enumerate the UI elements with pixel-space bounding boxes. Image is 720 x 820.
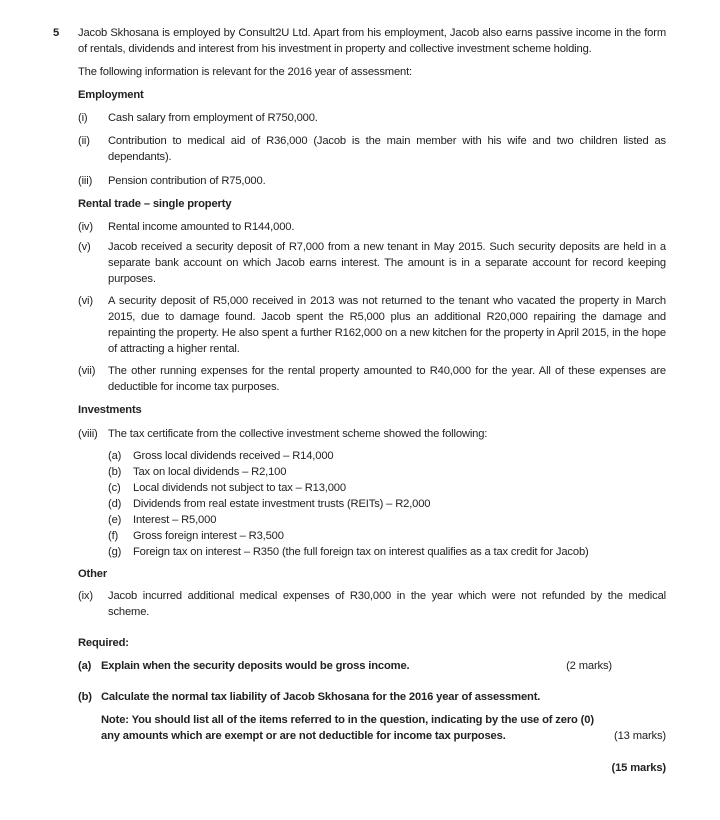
item-text: A security deposit of R5,000 received in 2013 was not returned to the tenant who vacated the property in March 2015, due to damage found. Jacob spent the R5,000 plus an additional R20,000 repairing the damage and repainting the property. He also spent a further R162,000 on a new kitchen for the property in April 2015, in the hope of attracting a higher rental.: [108, 295, 666, 355]
item-text: The tax certificate from the collective investment scheme showed the following:: [108, 428, 488, 440]
heading-investments: Investments: [78, 404, 142, 416]
marks: (2 marks): [566, 660, 612, 672]
part-label: (a): [78, 660, 92, 672]
part-text: Calculate the normal tax liability of Jacob Skhosana for the 2016 year of assessment.: [101, 691, 541, 703]
sub-item-text: Tax on local dividends – R2,100: [133, 466, 287, 478]
list-item: [78, 219, 666, 235]
item-number: (vi): [78, 295, 93, 307]
list-item: [78, 110, 666, 126]
item-text: Cash salary from employment of R750,000.: [108, 112, 318, 124]
context-paragraph: The following information is relevant for the 2016 year of assessment:: [78, 66, 413, 78]
sub-item-text: Dividends from real estate investment trusts (REITs) – R2,000: [133, 498, 431, 510]
sub-item: [108, 448, 668, 464]
sub-item-letter: (g): [108, 546, 122, 558]
list-item: [78, 239, 666, 287]
list-item: [78, 293, 666, 357]
part-text: Explain when the security deposits would be gross income.: [101, 660, 410, 672]
sub-item-letter: (b): [108, 466, 122, 478]
required-part-b: [78, 689, 666, 705]
marks: (13 marks): [614, 730, 666, 742]
item-number: (iii): [78, 175, 93, 187]
item-text: Contribution to medical aid of R36,000 (Jacob is the main member with his wife and two children listed as dependants).: [108, 135, 666, 163]
list-item: [78, 426, 666, 442]
item-text: Rental income amounted to R144,000.: [108, 221, 295, 233]
sub-item: [108, 544, 668, 560]
list-item: [78, 133, 666, 165]
sub-item-text: Interest – R5,000: [133, 514, 217, 526]
sub-item: [108, 496, 668, 512]
sub-item: [108, 528, 668, 544]
sub-item-letter: (e): [108, 514, 122, 526]
list-item: [78, 588, 666, 620]
question-number: 5: [53, 27, 60, 39]
heading-other: Other: [78, 568, 108, 580]
item-number: (vii): [78, 365, 96, 377]
sub-item-text: Local dividends not subject to tax – R13,000: [133, 482, 346, 494]
sub-item-letter: (a): [108, 450, 122, 462]
intro-paragraph: Jacob Skhosana is employed by Consult2U Ltd. Apart from his employment, Jacob also earns passive income in the form of rentals, dividends and interest from his investment in property and collective investment scheme holding.: [78, 27, 666, 55]
item-text: Pension contribution of R75,000.: [108, 175, 266, 187]
sub-item: [108, 480, 668, 496]
item-text: Jacob received a security deposit of R7,000 from a new tenant in May 2015. Such security deposits are held in a separate bank account on which Jacob earns interest. The amount is in a separate account for record keeping purposes.: [108, 241, 666, 285]
sub-item-letter: (c): [108, 482, 121, 494]
part-label: (b): [78, 691, 92, 703]
part-b-note: Note: You should list all of the items referred to in the question, indicating by the use of zero (0) any amounts which are exempt or are not deductible for income tax purposes.: [101, 714, 594, 742]
list-item: [78, 363, 666, 395]
sub-item: [108, 512, 668, 528]
item-number: (viii): [78, 428, 98, 440]
item-number: (i): [78, 112, 88, 124]
heading-employment: Employment: [78, 89, 144, 101]
total-marks: (15 marks): [611, 762, 666, 774]
item-number: (v): [78, 241, 91, 253]
sub-item-text: Gross local dividends received – R14,000: [133, 450, 334, 462]
item-text: The other running expenses for the rental property amounted to R40,000 for the year. All of these expenses are deductible for income tax purposes.: [108, 365, 666, 393]
item-number: (ix): [78, 590, 93, 602]
heading-rental: Rental trade – single property: [78, 198, 232, 210]
item-text: Jacob incurred additional medical expenses of R30,000 in the year which were not refunded by the medical scheme.: [108, 590, 666, 618]
item-number: (ii): [78, 135, 90, 147]
sub-item-text: Foreign tax on interest – R350 (the full foreign tax on interest qualifies as a tax credit for Jacob): [133, 546, 589, 558]
required-heading: Required:: [78, 637, 129, 649]
sub-item-letter: (f): [108, 530, 119, 542]
required-part-a: [78, 658, 666, 674]
sub-item-letter: (d): [108, 498, 122, 510]
sub-item: [108, 464, 668, 480]
sub-item-text: Gross foreign interest – R3,500: [133, 530, 284, 542]
item-number: (iv): [78, 221, 93, 233]
list-item: [78, 173, 666, 189]
